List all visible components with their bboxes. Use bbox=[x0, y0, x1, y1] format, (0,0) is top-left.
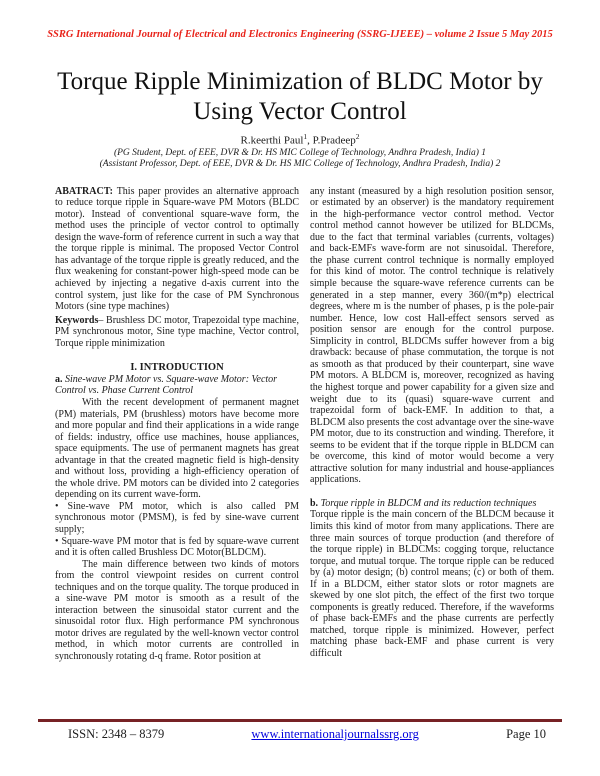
authors-separator: , bbox=[307, 134, 313, 147]
subsection-a-heading bbox=[55, 374, 299, 397]
authors-line bbox=[0, 130, 600, 148]
paper-title: Torque Ripple Minimization of BLDC Motor by Using Vector Control bbox=[57, 68, 543, 125]
author-2-superscript: 2 bbox=[355, 132, 360, 141]
author-1: R.keerthi Paul bbox=[240, 134, 304, 147]
subsection-b-text: Torque ripple in BLDCM and its reduction techniques bbox=[320, 497, 537, 509]
subsection-b-heading bbox=[310, 498, 554, 510]
subsection-a-label: a. bbox=[55, 373, 63, 385]
keywords-paragraph bbox=[55, 315, 299, 350]
bullet-square-wave-motor: • Square-wave PM motor that is fed by square-wave current and it is often called Brushless DC Motor(BLDCM). bbox=[55, 535, 299, 559]
abstract-text: This paper provides an alternative approach to reduce torque ripple in Square-wave PM Motors (BLDC motor). Instead of conventional square-wave form, the method uses the principle of vector control to optimally design the wave-form of reference current in such a way that the torque ripple is minimal. The proposed Vector Control has advantage of the torque ripple is greatly reduced, and the flux weakening for constant-power high-speed mode can be achieved by injecting a negative d-axis current into the control system, just like for the case of PM Synchronous Motors (sine type machines) bbox=[55, 185, 299, 313]
author-1-superscript: 1 bbox=[303, 132, 308, 141]
body-columns bbox=[55, 186, 555, 663]
affiliation-2: (Assistant Professor, Dept. of EEE, DVR & Dr. HS MIC College of Technology, Andhra Pradesh, India) 2 bbox=[99, 159, 501, 170]
page-footer bbox=[38, 719, 562, 742]
journal-website-link[interactable]: www.internationaljournalssrg.org bbox=[251, 727, 419, 741]
keywords-label: Keywords bbox=[55, 314, 99, 326]
journal-header: SSRG International Journal of Electrical and Electronics Engineering (SSRG-IJEEE) – volume 2 Issue 5 May 2015 bbox=[47, 29, 553, 40]
page-number: Page 10 bbox=[506, 727, 546, 741]
torque-ripple-paragraph: Torque ripple is the main concern of the BLDCM because it limits this kind of motor from many applications. There are three main sources of torque production (and therefore of the torque ripple) in BLDCMs: cogging torque, reluctance torque, and mutual torque. The torque ripple can be reduced by (a) motor design; (b) control means; (c) or both of them. If in a BLDCM, either stator slots or rotor magnets are skewed by one slot pitch, the effect of the first two torque components is greatly reduced. Therefore, if the waveforms of phase back-EMFs and the phase currents are perfectly matched, torque ripple is minimized. However, perfect matching phase back-EMF and phase current is very difficult bbox=[310, 509, 554, 659]
intro-paragraph-1: With the recent development of permanent magnet (PM) materials, PM (brushless) motors have become more and more popular and find their applications in a wide range of fields: industry, office use machines, house appliances, space equipments. The use of permanent magnets has great advantage in that the created magnetic field is high-density and without loss, providing a high-efficiency operation of the whole drive. PM motors can be divided into 2 categories depending on its current wave-form. bbox=[55, 396, 299, 501]
vector-control-paragraph: any instant (measured by a high resolution position sensor, or estimated by an observer) is the mandatory requirement in the high-performance vector control method. Vector control method cannot however be utilized for BLDCMs, due to the fact that terminal variables (currents, voltages) and back-EMFs wave-form are not sinusoidal. Therefore, the phase current control technique is normally employed for this kind of motor. The control technique is relatively simple because the square-wave reference currents can be generated in a step manner, every 360/(m*p) electrical degrees, where m is the number of phases, p is the pole-pair number. Hence, low cost Hall-effect sensors served as position sensor are enough for the control purpose. Simplicity in control, BLDCMs suffer however from a big drawback: because of phase commutation, the torque is not as smooth as that produced by their counterpart, sine wave PM motors. A BLDCM is, moreover, recognized as having the highest torque and power capability for a given size and weight due to its (quasi) square-wave current and trapezoidal form of back-EMF. In addition to that, a BLDCM also presents the cost advantage over the sine-wave PM motor, due to its construction and winding. Therefore, it seems to be evident that if the torque ripple in BLDCM can be overcome, this kind of motor would become a very attractive solution for many industrial and house-appliances applications. bbox=[310, 185, 554, 486]
author-2: P.Pradeep bbox=[312, 134, 356, 147]
abstract-label: ABATRACT: bbox=[55, 185, 113, 197]
footer-row bbox=[38, 727, 562, 742]
footer-divider bbox=[38, 719, 562, 722]
affiliation-1: (PG Student, Dept. of EEE, DVR & Dr. HS MIC College of Technology, Andhra Pradesh, India) 1 bbox=[113, 147, 487, 158]
intro-paragraph-2: The main difference between two kinds of motors from the control viewpoint resides on current control techniques and on the torque quality. The torque produced in a sine-wave PM motor is smooth as a result of the interaction between the sinusoidal stator current and the sinusoidal rotor flux. High performance PM synchronous motor drives are regulated by the well-known vector control method, in which motor currents are controlled in synchronously rotating d-q frame. Rotor position at bbox=[55, 558, 299, 662]
right-column bbox=[310, 186, 554, 663]
subsection-a-text: Sine-wave PM Motor vs. Square-wave Motor: Vector Control vs. Phase Current Control bbox=[55, 373, 278, 397]
issn-label: ISSN: 2348 – 8379 bbox=[68, 727, 165, 741]
introduction-heading: I. INTRODUCTION bbox=[130, 362, 224, 374]
abstract-paragraph bbox=[55, 186, 299, 313]
subsection-b-label: b. bbox=[310, 497, 319, 509]
bullet-sine-wave-motor: • Sine-wave PM motor, which is also called PM synchronous motor (PMSM), is fed by sine-wave current supply; bbox=[55, 500, 299, 535]
left-column bbox=[55, 186, 299, 663]
keywords-text: – Brushless DC motor, Trapezoidal type machine, PM synchronous motor, Sine type machine, Vector control, Torque ripple minimization bbox=[55, 314, 299, 349]
